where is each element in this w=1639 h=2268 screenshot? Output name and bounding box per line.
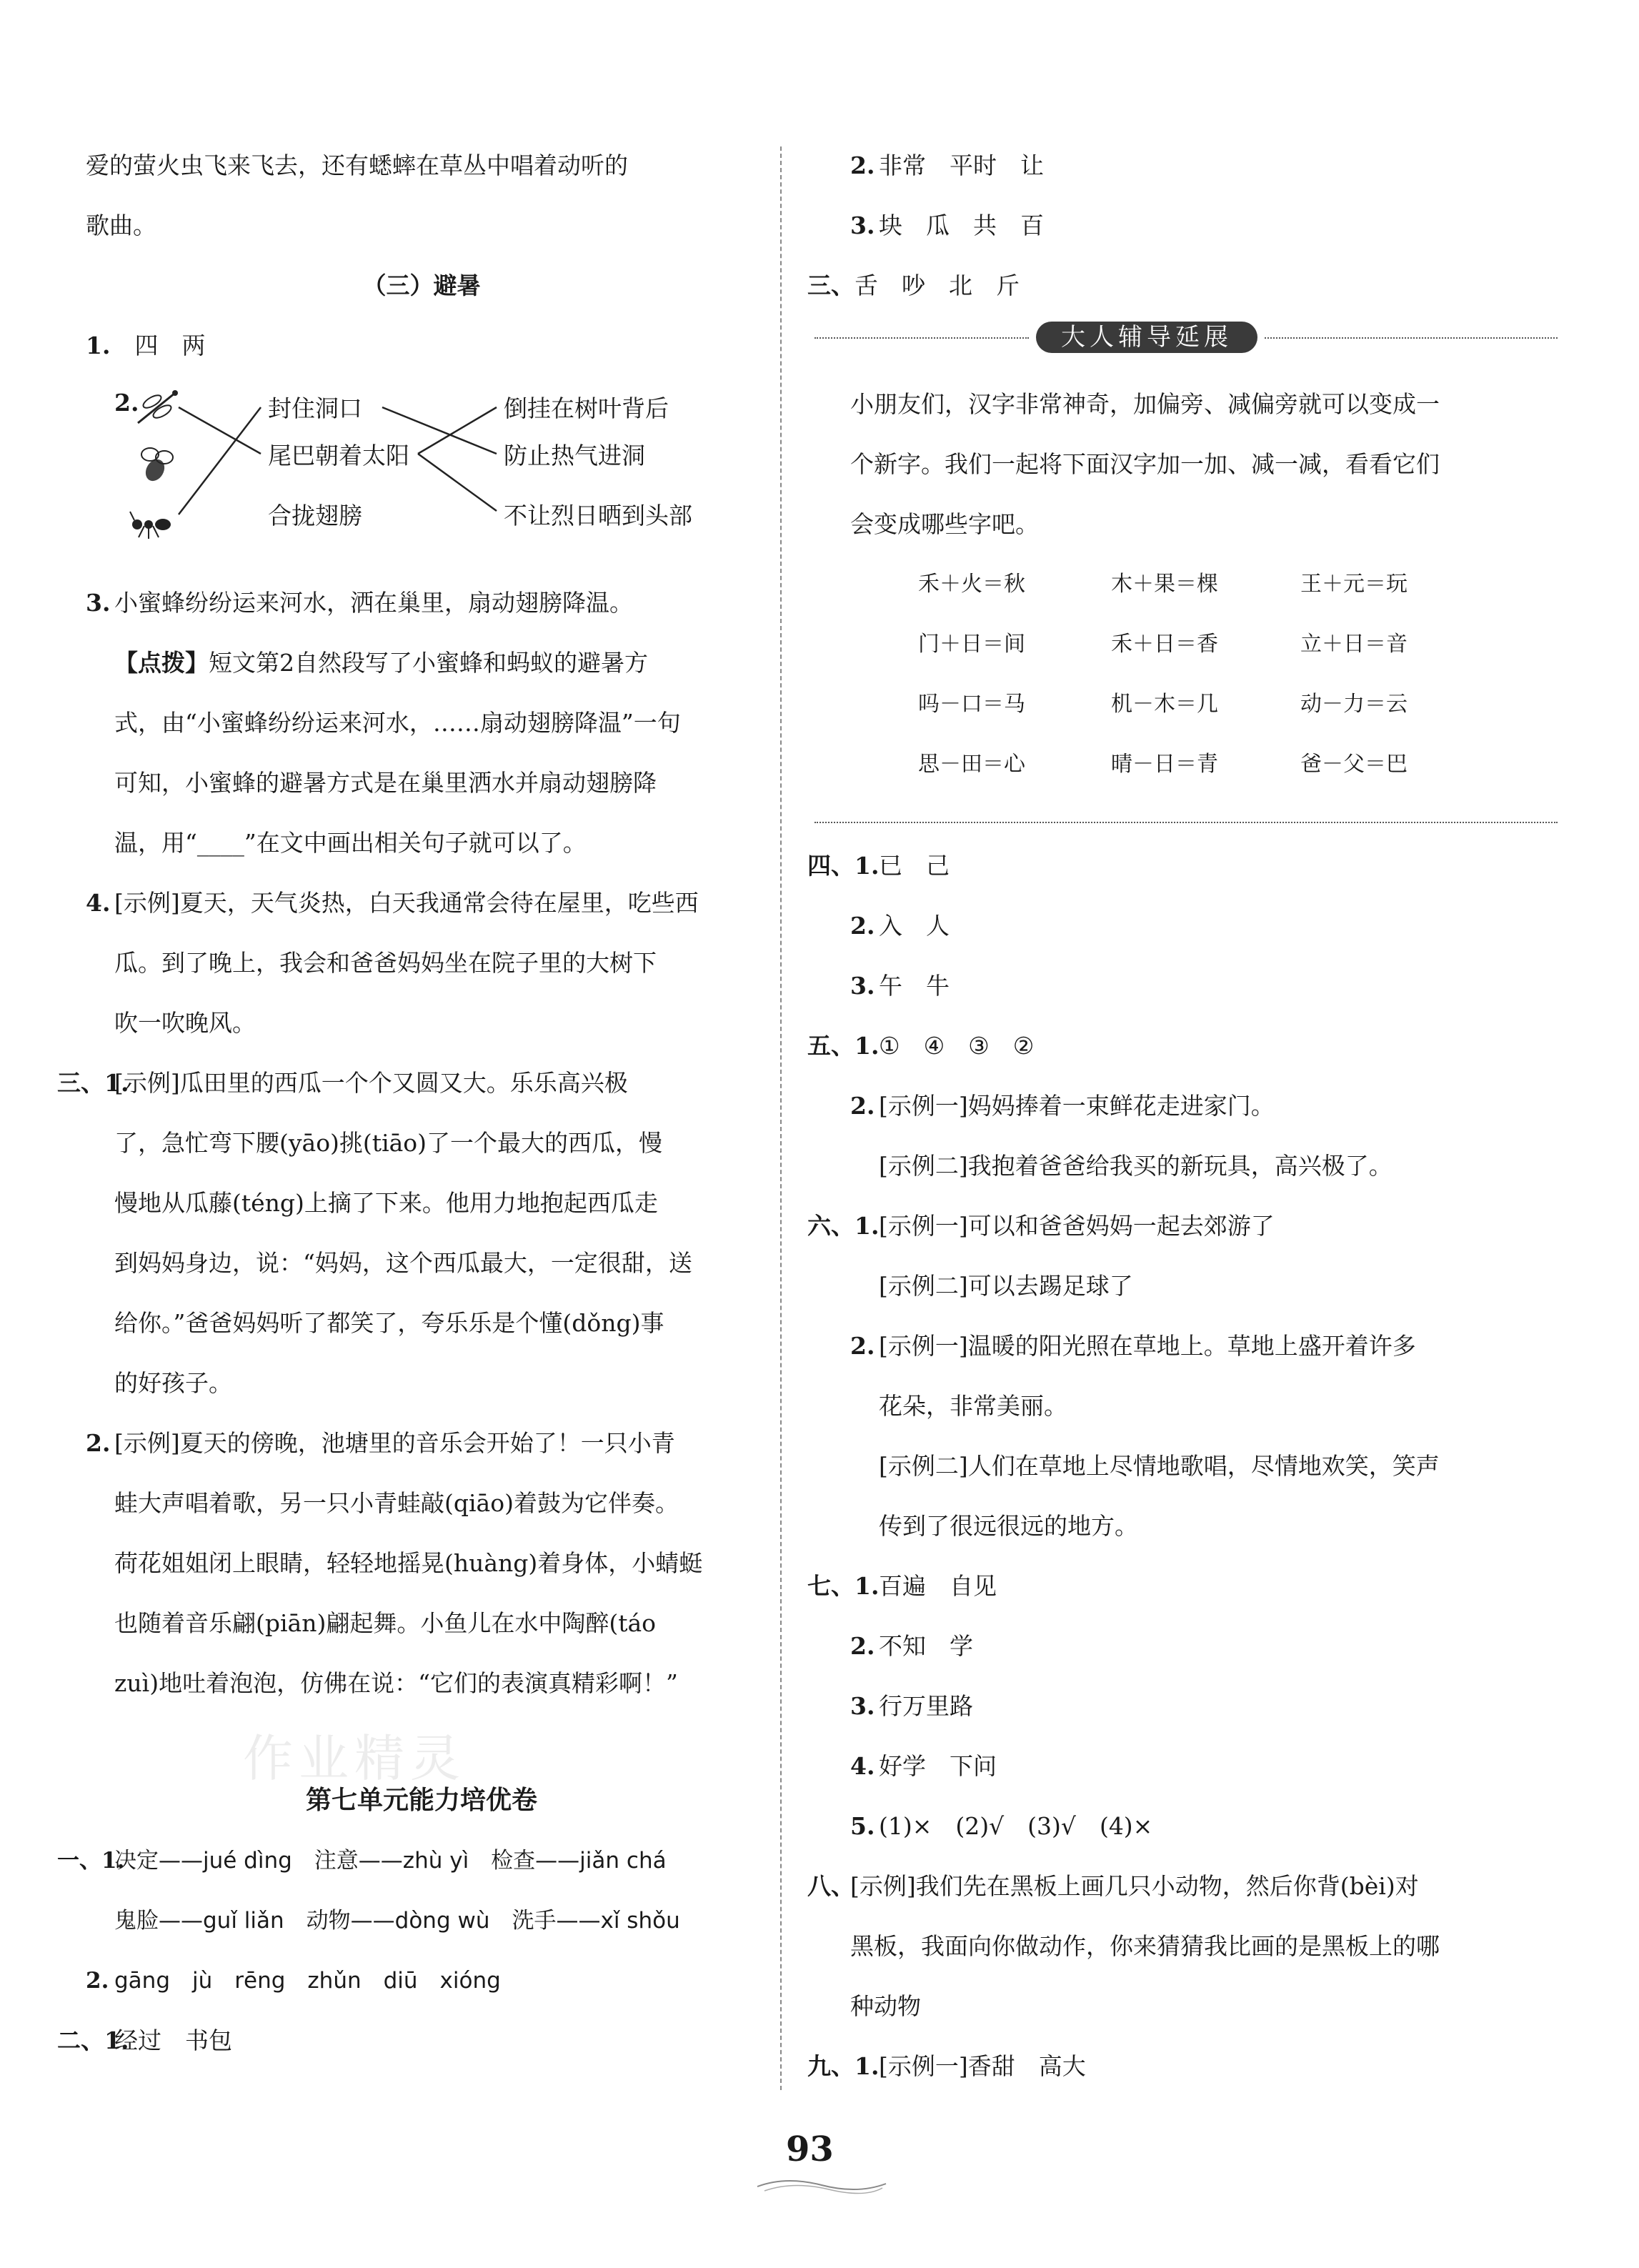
answer-text: [示例一]可以和爸爸妈妈一起去郊游了 [879,1212,1275,1240]
answer-text: 块 瓜 共 百 [879,212,1044,239]
section-prefix: 三、 [807,272,855,299]
answer-text: 非常 平时 让 [879,151,1044,179]
answer-number: 2. [850,1092,875,1120]
equation: 动－力＝云 [1300,692,1408,717]
section-prefix: 九、1. [807,2052,880,2080]
watermark: 作业精灵 [243,1729,466,1788]
s6q2-line-1: [示例一]温暖的阳光照在草地上。草地上盛开着许多 [879,1332,1416,1360]
s3q1-line-3: 慢地从瓜藤(téng)上摘了下来。他用力地抱起西瓜走 [114,1189,658,1217]
match-left-item-3: 合拢翅膀 [268,502,362,529]
answer-number: 3. [850,1692,875,1720]
answer-text: 已 己 [879,852,950,880]
answer-text: 不知 学 [879,1632,973,1660]
equation: 思－田＝心 [918,752,1025,777]
section-prefix: 二、1. [57,2026,129,2054]
s8-line-1: [示例]我们先在黑板上画几只小动物，然后你背(bèi)对 [850,1872,1419,1900]
answer-text: 四 两 [134,332,206,359]
equation: 禾＋日＝香 [1111,632,1218,657]
section-prefix: 八、 [807,1872,855,1900]
s8-line-3: 种动物 [850,1992,921,2020]
answer-text: 经过 书包 [114,2026,232,2054]
answer-number: 2. [850,1332,875,1360]
match-left-item-1: 封住洞口 [268,394,362,422]
s8-line-2: 黑板，我面向你做动作，你来猜猜我比画的是黑板上的哪 [850,1932,1440,1960]
intro-line-1: 爱的萤火虫飞来飞去，还有蟋蟀在草丛中唱着动听的 [86,151,628,179]
page-number: 93 [786,2129,834,2169]
match-right-item-2: 防止热气进洞 [504,442,645,469]
answer-number: 3. [86,589,111,617]
unit-7-answer-1-2 [86,1965,757,1996]
answer-number: 3. [850,972,875,1000]
s3q1-line-6: 的好孩子。 [114,1369,232,1397]
s3q1-line-5: 给你。”爸爸妈妈听了都笑了，夸乐乐是个懂(dǒng)事 [114,1309,664,1337]
answer-4-line-3: 吹一吹晚风。 [114,1009,256,1037]
answer-4-line-1: [示例]夏天，天气炎热，白天我通常会待在屋里，吃些西 [114,889,699,917]
section-prefix: 一、1. [57,1848,125,1874]
equation: 机－木＝几 [1111,692,1218,717]
pinyin-answers: gāng jù rēng zhǔn diū xióng [114,1968,501,1994]
answer-1 [86,330,757,362]
answer-number: 5. [850,1812,875,1840]
hint-line-1: 短文第2自然段写了小蜜蜂和蚂蚁的避暑方 [209,649,648,677]
answer-number: 2. [850,151,875,179]
hint-line-4: 温，用“____”在文中画出相关句子就可以了。 [114,829,587,857]
s3q2-line-4: 也随着音乐翩(piān)翩起舞。小鱼儿在水中陶醉(táo [114,1609,657,1637]
answer-text: [示例一]香甜 高大 [879,2052,1086,2080]
equation: 立＋日＝音 [1300,632,1408,657]
answer-text: 午 牛 [879,972,950,1000]
s6q2-line-2: 花朵，非常美丽。 [879,1392,1067,1420]
answer-number: 2. [850,1632,875,1660]
answer-number: 2. [850,912,875,940]
answer-text: 行万里路 [879,1692,973,1720]
equation: 吗－口＝马 [918,692,1025,717]
equation: 木＋果＝棵 [1111,572,1218,597]
answer-number: 2. [86,1968,109,1994]
section-prefix: 五、1. [807,1032,880,1060]
adult-guidance-banner [807,322,1565,353]
banner-left-rule [814,337,1029,339]
section-prefix: 七、1. [807,1572,880,1600]
equation: 门＋日＝间 [918,632,1025,657]
answer-number: 2. [114,389,139,417]
answer-number: 4. [86,889,111,917]
pinyin-line-2: 鬼脸——guǐ liǎn 动物——dòng wù 洗手——xǐ shǒu [114,1908,680,1934]
tip-line-2: 个新字。我们一起将下面汉字加一加、减一减，看看它们 [850,450,1440,478]
answer-text: 小蜜蜂纷纷运来河水，洒在巢里，扇动翅膀降温。 [114,589,633,617]
section-title-avoid-heat: （三）避暑 [362,272,481,299]
answer-text: [示例二]我抱着爸爸给我买的新玩具，高兴极了。 [879,1152,1393,1180]
answer-number: 2. [86,1429,111,1457]
match-right-item-1: 倒挂在树叶背后 [504,394,669,422]
banner-bottom-rule [814,822,1558,823]
column-divider [780,146,782,2090]
unit-7-title: 第七单元能力培优卷 [305,1786,537,1815]
answer-text: [示例一]妈妈捧着一束鲜花走进家门。 [879,1092,1275,1120]
equation: 晴－日＝青 [1111,752,1218,777]
s3q1-line-1: [示例]瓜田里的西瓜一个个又圆又大。乐乐高兴极 [114,1069,628,1097]
pinyin-line-1: 决定——jué dìng 注意——zhù yì 检查——jiǎn chá [114,1848,667,1874]
answer-text: 舌 吵 北 斤 [855,272,1020,299]
answer-text: (1)× (2)√ (3)√ (4)× [879,1812,1153,1840]
s6q2-line-4: 传到了很远很远的地方。 [879,1512,1138,1540]
answer-number: 3. [850,212,875,239]
banner-right-rule [1265,337,1558,339]
s3q1-line-2: 了，急忙弯下腰(yāo)挑(tiāo)了一个最大的西瓜，慢 [114,1129,663,1157]
matching-question [86,386,757,536]
section-prefix: 三、1. [57,1069,129,1097]
answer-text: 百遍 自见 [879,1572,997,1600]
s3q2-line-3: 荷花姐姐闭上眼睛，轻轻地摇晃(huàng)着身体，小蜻蜓 [114,1549,703,1577]
answer-text: [示例二]可以去踢足球了 [879,1272,1133,1300]
section-prefix: 四、1. [807,852,880,880]
answer-text: ① ④ ③ ② [879,1032,1035,1060]
unit-7-answer-2-1 [57,2025,757,2056]
intro-line-2: 歌曲。 [86,212,156,239]
s3q1-line-4: 到妈妈身边，说：“妈妈，这个西瓜最大，一定很甜，送 [114,1249,692,1277]
section-prefix: 六、1. [807,1212,880,1240]
answer-text: 好学 下问 [879,1752,997,1780]
page-ornament-icon [750,2172,893,2201]
banner-label: 大人辅导延展 [1036,322,1257,353]
hint-tag: 【点拨】 [114,649,209,677]
answer-3 [86,587,757,619]
answer-number: 1. [86,332,111,359]
hint-line-3: 可知，小蜜蜂的避暑方式是在巢里洒水并扇动翅膀降 [114,769,657,797]
equation: 爸－父＝巴 [1300,752,1408,777]
tip-line-3: 会变成哪些字吧。 [850,510,1039,538]
tip-line-1: 小朋友们，汉字非常神奇，加偏旁、减偏旁就可以变成一 [850,390,1440,418]
equation: 禾＋火＝秋 [918,572,1025,597]
equation: 王＋元＝玩 [1300,572,1408,597]
answer-4-line-2: 瓜。到了晚上，我会和爸爸妈妈坐在院子里的大树下 [114,949,657,977]
s3q2-line-2: 蛙大声唱着歌，另一只小青蛙敲(qiāo)着鼓为它伴奏。 [114,1489,679,1517]
match-left-item-2: 尾巴朝着太阳 [268,442,409,469]
match-right-item-3: 不让烈日晒到头部 [504,502,692,529]
hint-line-2: 式，由“小蜜蜂纷纷运来河水，……扇动翅膀降温”一句 [114,709,681,737]
s3q2-line-5: zuì)地吐着泡泡，仿佛在说：“它们的表演真精彩啊！” [114,1669,678,1697]
answer-number: 4. [850,1752,875,1780]
answer-text: 入 人 [879,912,950,940]
s3q2-line-1: [示例]夏天的傍晚，池塘里的音乐会开始了！一只小青 [114,1429,675,1457]
s6q2-line-3: [示例二]人们在草地上尽情地歌唱，尽情地欢笑，笑声 [879,1452,1440,1480]
